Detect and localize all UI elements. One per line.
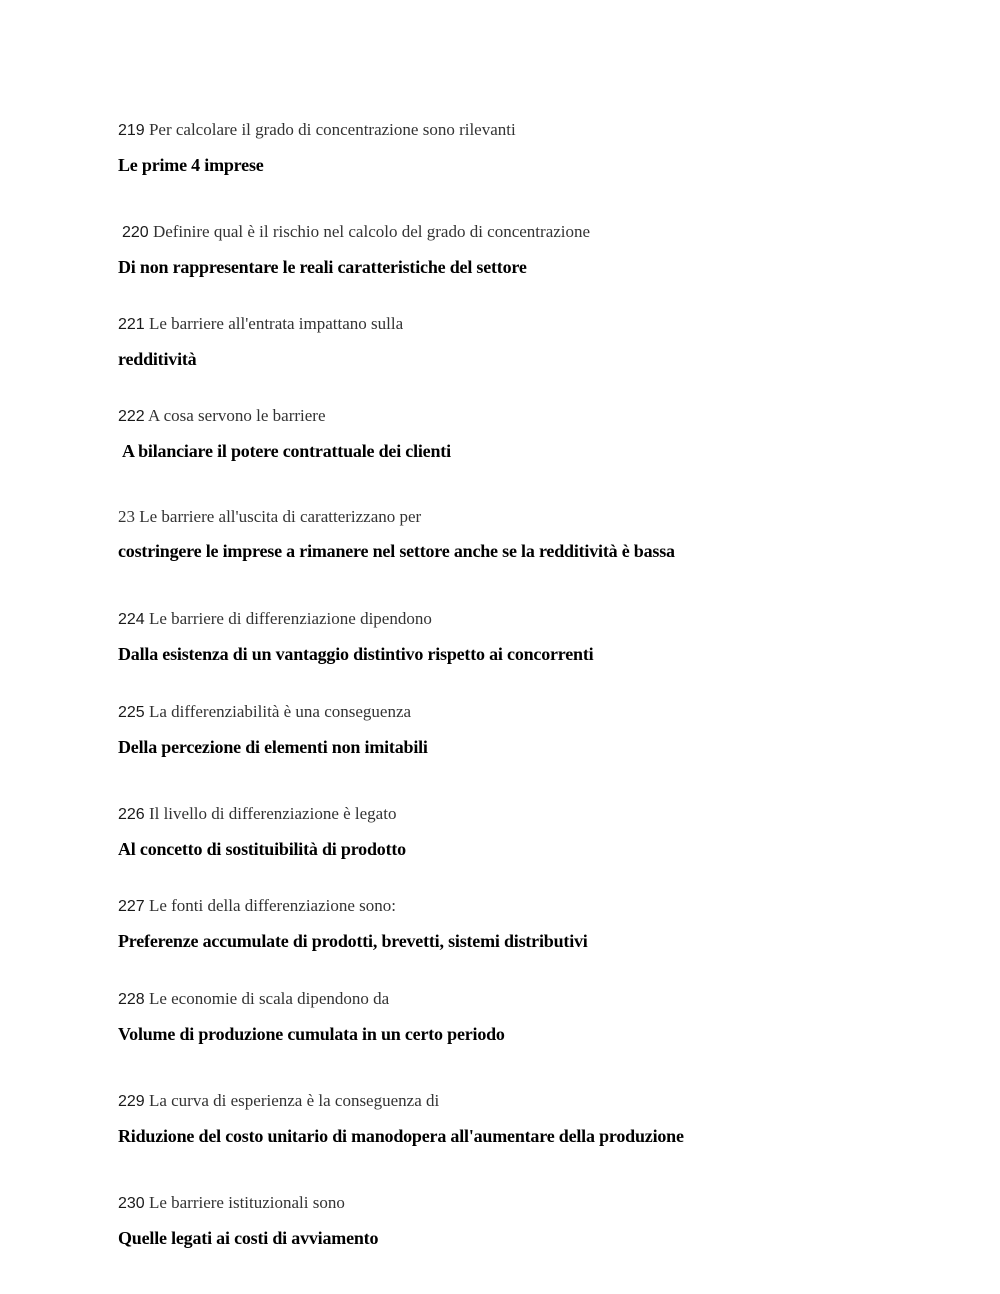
qa-item-229 xyxy=(118,1090,938,1147)
question-text: Per calcolare il grado di concentrazione sono rilevanti xyxy=(148,120,516,139)
question-text: Le barriere di differenziazione dipendono xyxy=(148,609,432,628)
qa-item-230 xyxy=(118,1192,938,1249)
question xyxy=(118,803,938,826)
qa-item-228 xyxy=(118,988,938,1045)
qa-item-222 xyxy=(118,405,938,462)
question xyxy=(118,221,938,244)
question-text: La curva di esperienza è la conseguenza di xyxy=(148,1091,440,1110)
question-text: La differenziabilità è una conseguenza xyxy=(148,702,412,721)
question-text: Le fonti della differenziazione sono: xyxy=(148,896,396,915)
question-text: Le barriere all'uscita di caratterizzano per xyxy=(139,507,422,526)
question-number: 222 xyxy=(118,408,145,425)
answer: Di non rappresentare le reali caratteristiche del settore xyxy=(118,257,527,277)
question-text: Le barriere istituzionali sono xyxy=(148,1193,345,1212)
qa-item-220 xyxy=(118,221,938,278)
question xyxy=(118,506,938,528)
question-number: 227 xyxy=(118,898,145,915)
question-number: 219 xyxy=(118,122,145,139)
question xyxy=(118,1192,938,1215)
question xyxy=(118,608,938,631)
question-number: 226 xyxy=(118,806,145,823)
answer: costringere le imprese a rimanere nel settore anche se la redditività è bassa xyxy=(118,541,675,561)
question xyxy=(118,1090,938,1113)
answer: Al concetto di sostituibilità di prodotto xyxy=(118,839,406,859)
question-text: A cosa servono le barriere xyxy=(148,406,326,425)
qa-item-221 xyxy=(118,313,938,370)
question-number: 225 xyxy=(118,704,145,721)
question xyxy=(118,405,938,428)
question-number: 224 xyxy=(118,611,145,628)
qa-item-227 xyxy=(118,895,938,952)
qa-item-23 xyxy=(118,506,938,562)
question xyxy=(118,701,938,724)
question-text: Definire qual è il rischio nel calcolo del grado di concentrazione xyxy=(152,222,591,241)
answer: A bilanciare il potere contrattuale dei clienti xyxy=(122,441,451,461)
question-text: Le barriere all'entrata impattano sulla xyxy=(148,314,404,333)
answer: Volume di produzione cumulata in un certo periodo xyxy=(118,1024,505,1044)
answer: Le prime 4 imprese xyxy=(118,155,264,175)
question-text: Le economie di scala dipendono da xyxy=(148,989,390,1008)
answer: Della percezione di elementi non imitabili xyxy=(118,737,428,757)
qa-item-219 xyxy=(118,119,938,176)
question xyxy=(118,119,938,142)
qa-item-224 xyxy=(118,608,938,665)
answer: Riduzione del costo unitario di manodopera all'aumentare della produzione xyxy=(118,1126,684,1146)
answer: redditività xyxy=(118,349,197,369)
answer: Preferenze accumulate di prodotti, brevetti, sistemi distributivi xyxy=(118,931,588,951)
question-number: 220 xyxy=(122,224,149,241)
qa-item-226 xyxy=(118,803,938,860)
question-number: 23 xyxy=(118,507,135,526)
question-text: Il livello di differenziazione è legato xyxy=(148,804,397,823)
question xyxy=(118,895,938,918)
question-number: 228 xyxy=(118,991,145,1008)
qa-item-225 xyxy=(118,701,938,758)
answer: Dalla esistenza di un vantaggio distintivo rispetto ai concorrenti xyxy=(118,644,594,664)
question xyxy=(118,988,938,1011)
question-number: 230 xyxy=(118,1195,145,1212)
question xyxy=(118,313,938,336)
question-number: 221 xyxy=(118,316,145,333)
question-number: 229 xyxy=(118,1093,145,1110)
answer: Quelle legati ai costi di avviamento xyxy=(118,1228,379,1248)
